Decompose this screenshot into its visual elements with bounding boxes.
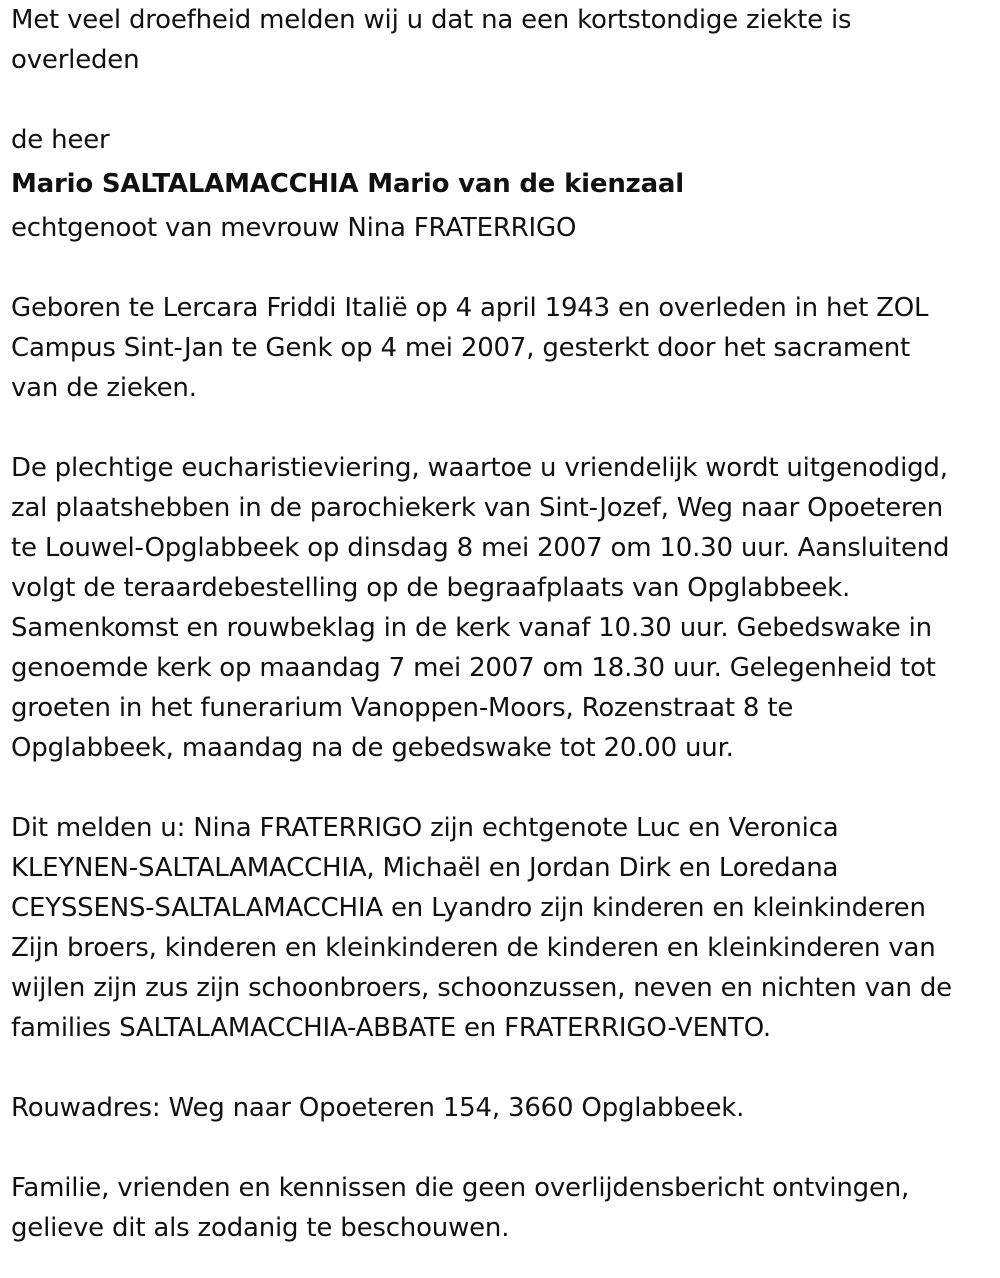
deceased-name: Mario SALTALAMACCHIA Mario van de kienzaal (11, 169, 684, 199)
death-notice (11, 0, 991, 1248)
ceremony-paragraph: De plechtige eucharistieviering, waartoe u vriendelijk wordt uitgenodigd, zal plaatshebben in de parochiekerk van Sint-Jozef, Weg naar Opoeteren te Louwel-Opglabbeek op dinsdag 8 mei 2007 om 10.30 uur. Aansluitend volgt de teraardebestelling op de begraafplaats van Opglabbeek. Samenkomst en rouwbeklag in de kerk vanaf 10.30 uur. Gebedswake in genoemde kerk op maandag 7 mei 2007 om 18.30 uur. Gelegenheid tot groeten in het funerarium Vanoppen-Moors, Rozenstraat 8 te Opglabbeek, maandag na de gebedswake tot 20.00 uur. (11, 453, 950, 763)
family-paragraph: Dit melden u: Nina FRATERRIGO zijn echtgenote Luc en Veronica KLEYNEN-SALTALAMACCHIA, Michaël en Jordan Dirk en Loredana CEYSSENS-SALTALAMACCHIA en Lyandro zijn kinderen en kleinkinderen Zijn broers, kinderen en kleinkinderen de kinderen en kleinkinderen van wijlen zijn zus zijn schoonbroers, schoonzussen, neven en nichten van de families SALTALAMACCHIA-ABBATE en FRATERRIGO-VENTO. (11, 813, 952, 1043)
address-line: Rouwadres: Weg naar Opoeteren 154, 3660 Opglabbeek. (11, 1093, 745, 1123)
spacer (11, 1048, 991, 1088)
spouse-line: echtgenoot van mevrouw Nina FRATERRIGO (11, 213, 577, 243)
spacer (11, 1128, 991, 1168)
spacer (11, 80, 991, 120)
closing-paragraph: Familie, vrienden en kennissen die geen overlijdensbericht ontvingen, gelieve dit als zodanig te beschouwen. (11, 1173, 910, 1243)
intro-text: Met veel droefheid melden wij u dat na een kortstondige ziekte is overleden (11, 5, 852, 75)
spacer (11, 248, 991, 288)
title-prefix: de heer (11, 125, 110, 155)
spacer (11, 408, 991, 448)
spacer (11, 768, 991, 808)
birth-death-paragraph: Geboren te Lercara Friddi Italië op 4 april 1943 en overleden in het ZOL Campus Sint-Jan te Genk op 4 mei 2007, gesterkt door het sacrament van de zieken. (11, 293, 929, 403)
